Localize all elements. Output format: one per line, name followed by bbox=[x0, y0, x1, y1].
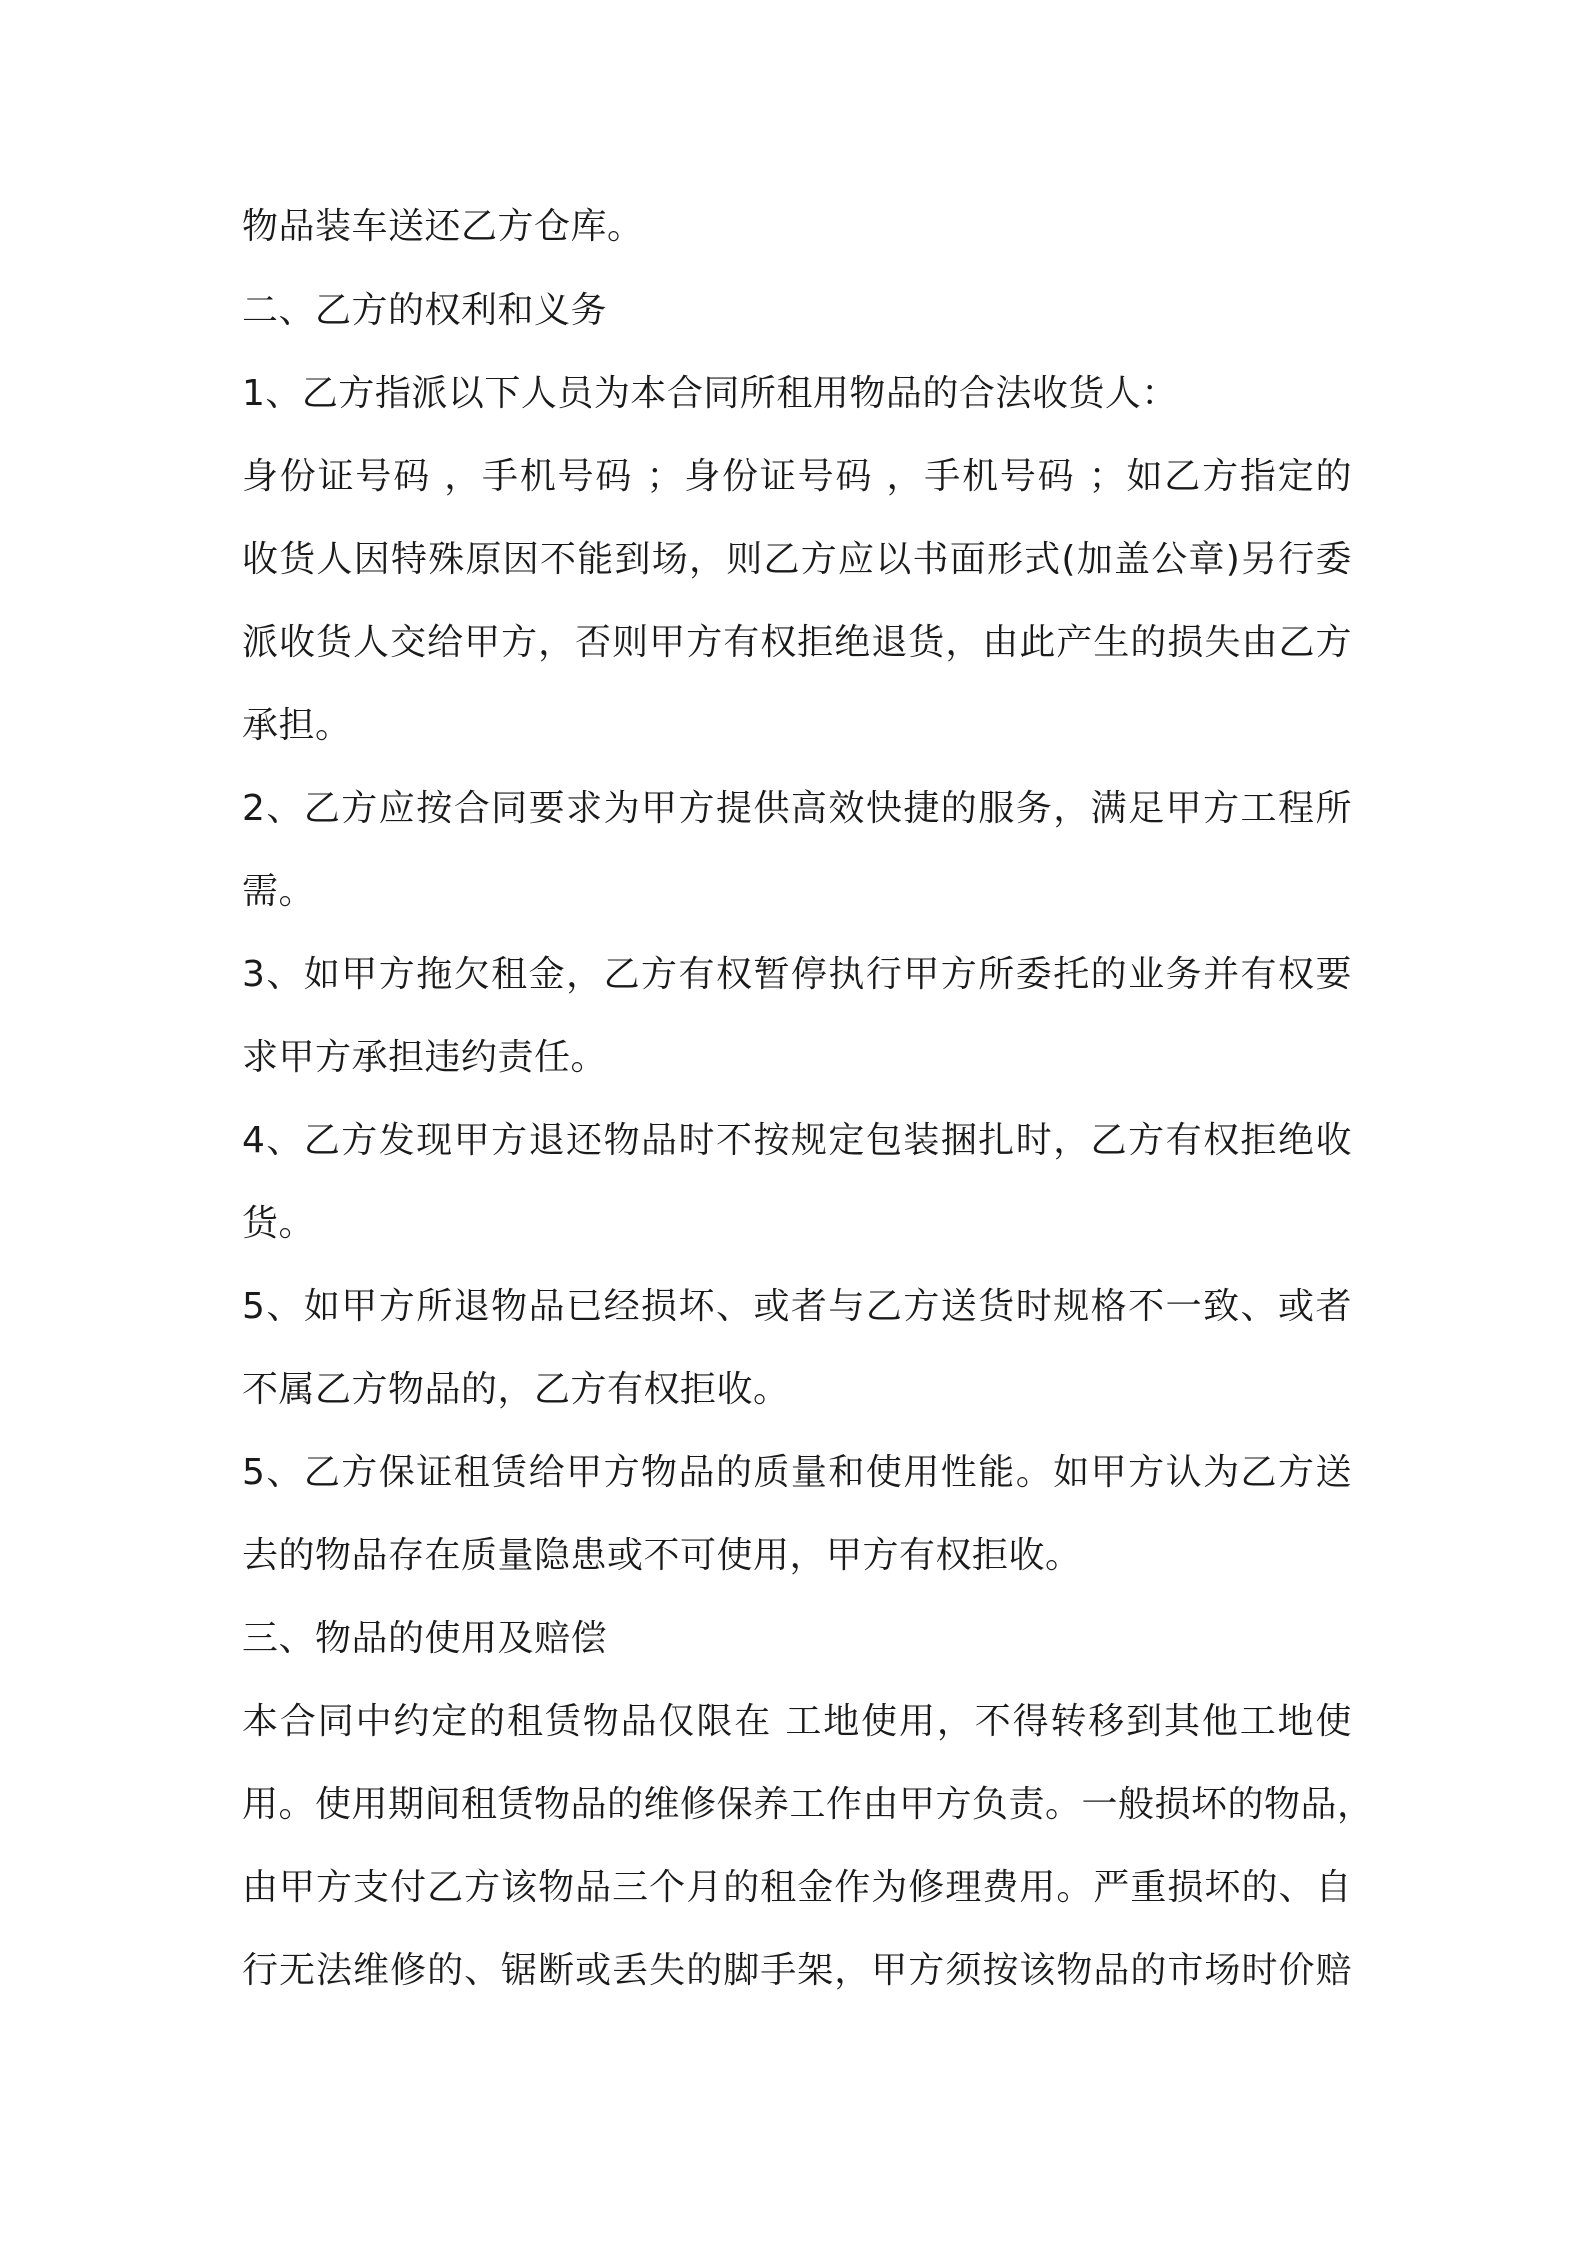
text-line: 本合同中约定的租赁物品仅限在 工地使用，不得转移到其他工地使 bbox=[242, 1701, 1352, 1742]
text-line: 收货人因特殊原因不能到场，则乙方应以书面形式(加盖公章)另行委 bbox=[242, 539, 1352, 580]
text-line: 派收货人交给甲方，否则甲方有权拒绝退货，由此产生的损失由乙方 bbox=[242, 622, 1352, 663]
text-line: 行无法维修的、锯断或丢失的脚手架，甲方须按该物品的市场时价赔 bbox=[242, 1950, 1352, 1991]
text-line: 去的物品存在质量隐患或不可使用，甲方有权拒收。 bbox=[242, 1535, 1082, 1576]
section-heading: 二、乙方的权利和义务 bbox=[242, 290, 608, 331]
text-line: 5、如甲方所退物品已经损坏、或者与乙方送货时规格不一致、或者 bbox=[242, 1286, 1352, 1327]
text-line: 用。使用期间租赁物品的维修保养工作由甲方负责。一般损坏的物品， bbox=[242, 1784, 1374, 1825]
text-line: 求甲方承担违约责任。 bbox=[242, 1037, 608, 1078]
text-line: 由甲方支付乙方该物品三个月的租金作为修理费用。严重损坏的、自 bbox=[242, 1867, 1352, 1908]
text-line: 不属乙方物品的，乙方有权拒收。 bbox=[242, 1369, 790, 1410]
text-line: 2、乙方应按合同要求为甲方提供高效快捷的服务，满足甲方工程所 bbox=[242, 788, 1352, 829]
text-line: 3、如甲方拖欠租金，乙方有权暂停执行甲方所委托的业务并有权要 bbox=[242, 954, 1352, 995]
text-line: 物品装车送还乙方仓库。 bbox=[242, 206, 644, 247]
text-line: 货。 bbox=[242, 1203, 316, 1244]
text-line: 承担。 bbox=[242, 705, 352, 746]
text-line: 1、乙方指派以下人员为本合同所租用物品的合法收货人： bbox=[242, 373, 1178, 414]
text-line: 身份证号码 ，手机号码 ；身份证号码 ，手机号码 ；如乙方指定的 bbox=[242, 456, 1352, 497]
text-line: 5、乙方保证租赁给甲方物品的质量和使用性能。如甲方认为乙方送 bbox=[242, 1452, 1352, 1493]
text-line: 需。 bbox=[242, 871, 316, 912]
section-heading: 三、物品的使用及赔偿 bbox=[242, 1618, 608, 1659]
text-line: 4、乙方发现甲方退还物品时不按规定包装捆扎时，乙方有权拒绝收 bbox=[242, 1120, 1352, 1161]
